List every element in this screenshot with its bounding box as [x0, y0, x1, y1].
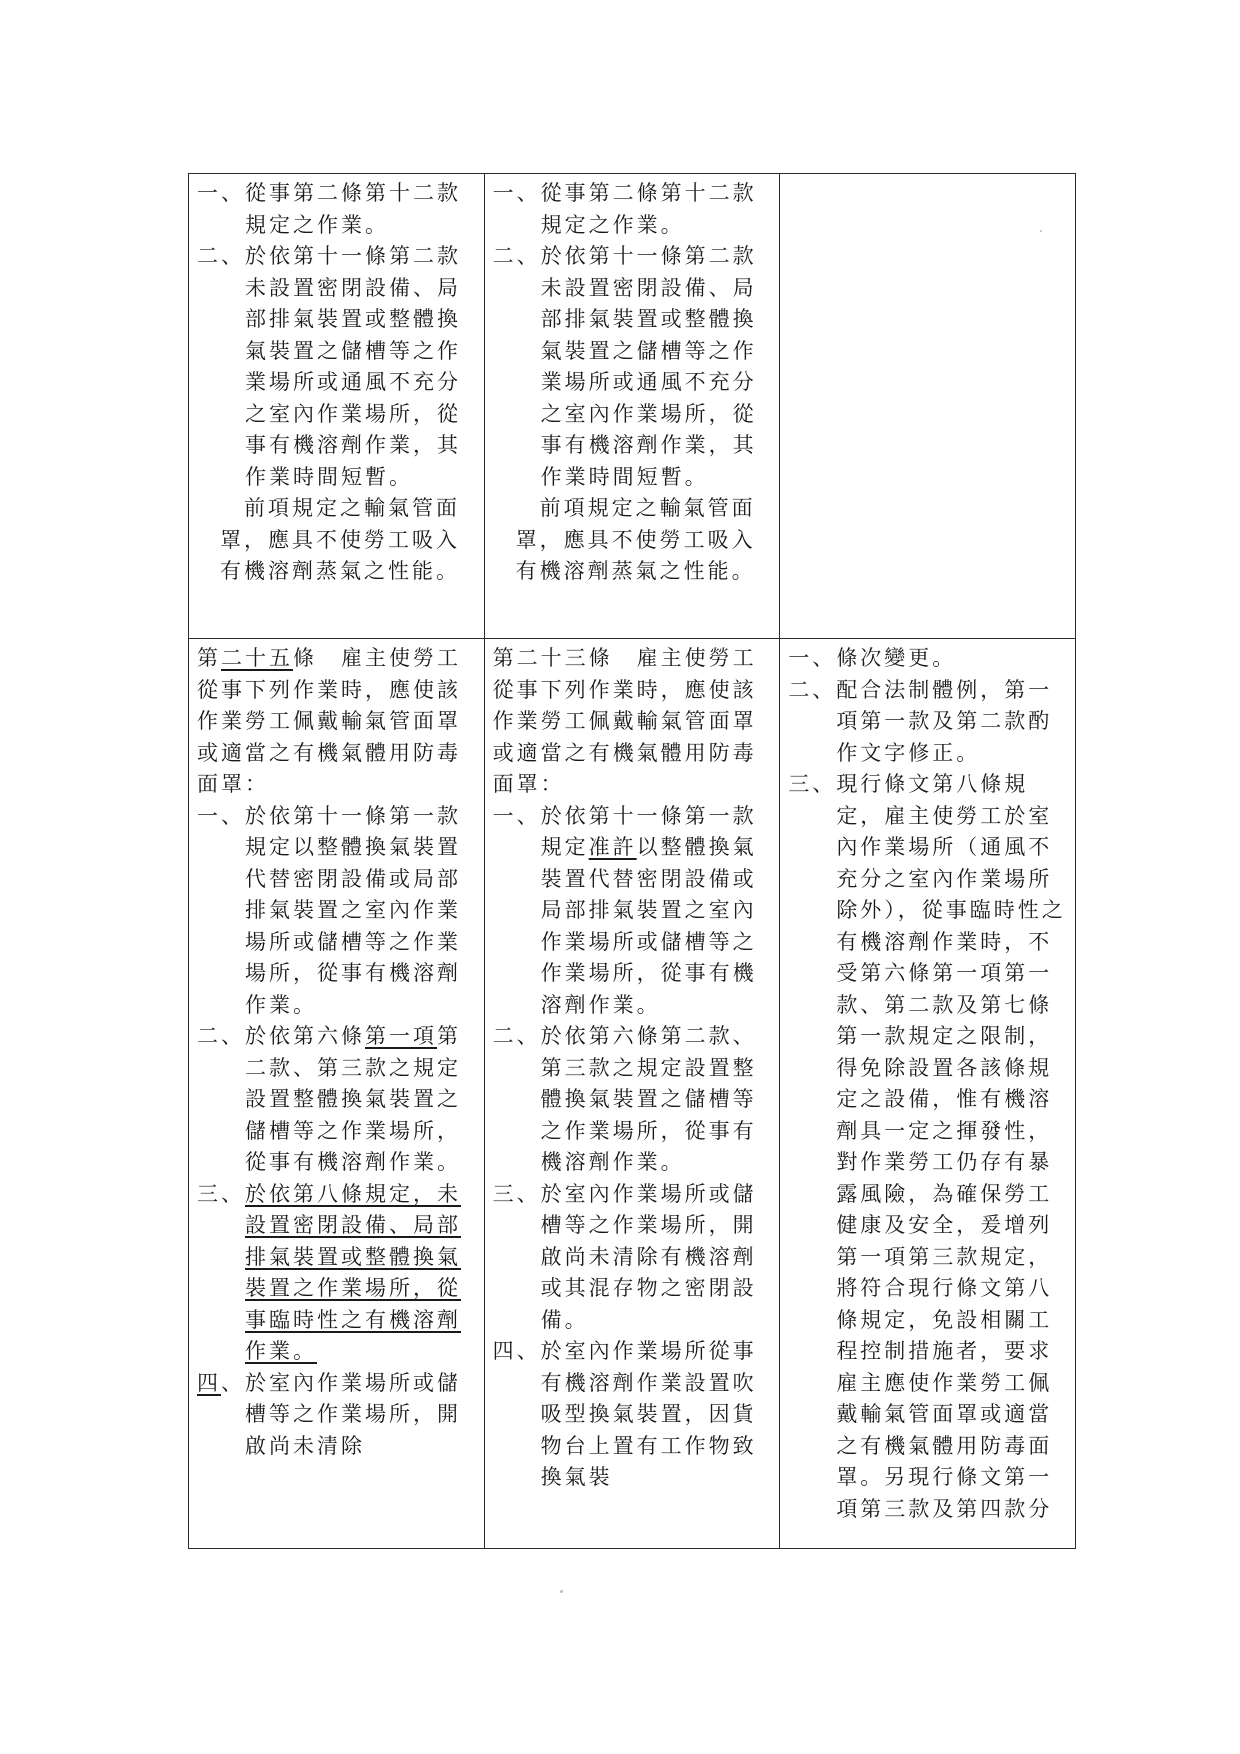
- list-item: 四、 於室內作業場所或儲槽等之作業場所，開啟尚未清除: [197, 1370, 461, 1458]
- table-row: [189, 639, 1076, 1549]
- comparison-table: [188, 173, 1076, 1549]
- explanation-cell: [780, 639, 1076, 1549]
- article-heading: 第二十三條 雇主使勞工從事下列作業時，應使該作業勞工佩戴輸氣管面罩或適當之有機氣體用防毒面罩：: [492, 646, 757, 796]
- paragraph: 前項規定之輸氣管面罩，應具不使勞工吸入有機溶劑蒸氣之性能。: [515, 496, 756, 583]
- list-item: 三、 於依第八條規定，未設置密閉設備、局部排氣裝置或整體換氣裝置之作業場所，從事臨時性之有機溶劑作業。: [197, 1181, 461, 1363]
- note-item: 一、 條次變更。: [788, 646, 957, 670]
- list-item: 二、 於依第六條第二款、第三款之規定設置整體換氣裝置之儲槽等之作業場所，從事有機溶劑作業。: [492, 1024, 757, 1174]
- amended-provision-cell: [189, 639, 485, 1549]
- paragraph: 前項規定之輸氣管面罩，應具不使勞工吸入有機溶劑蒸氣之性能。: [220, 496, 460, 583]
- list-item: 二、 於依第十一條第二款未設置密閉設備、局部排氣裝置或整體換氣裝置之儲槽等之作業場所或通風不充分之室內作業場所，從事有機溶劑作業，其作業時間短暫。: [197, 244, 461, 489]
- scan-speck: [1040, 230, 1042, 232]
- list-item: 一、 於依第十一條第一款規定准許以整體換氣裝置代替密閉設備或局部排氣裝置之室內作業場所或儲槽等之作業場所，從事有機溶劑作業。: [492, 803, 757, 1017]
- list-item: 一、 從事第二條第十二款規定之作業。: [492, 181, 757, 237]
- list-item: 四、 於室內作業場所從事有機溶劑作業設置吹吸型換氣裝置，因貨物台上置有工作物致換氣裝: [492, 1339, 757, 1489]
- article-heading: 第二十五條 雇主使勞工從事下列作業時，應使該作業勞工佩戴輸氣管面罩或適當之有機氣體用防毒面罩：: [197, 646, 461, 796]
- amended-provision-cell: [189, 174, 485, 639]
- list-item: 一、 從事第二條第十二款規定之作業。: [197, 181, 461, 237]
- table-row: [189, 174, 1076, 639]
- explanation-cell: [780, 174, 1076, 639]
- list-item: 一、 於依第十一條第一款規定以整體換氣裝置代替密閉設備或局部排氣裝置之室內作業場所或儲槽等之作業場所，從事有機溶劑作業。: [197, 803, 461, 1017]
- list-item: 二、 於依第六條第一項第二款、第三款之規定設置整體換氣裝置之儲槽等之作業場所，從事有機溶劑作業。: [197, 1024, 461, 1174]
- note-item: 二、 配合法制體例，第一項第一款及第二款酌作文字修正。: [788, 677, 1053, 765]
- note-item: 三、 現行條文第八條規定，雇主使勞工於室內作業場所（通風不充分之室內作業場所除外），從事臨時性之有機溶劑作業時，不受第六條第一項第一款、第二款及第七條第一款規定之限制，得免除設置各該條規定之設備，惟有機溶劑具一定之揮發性，對作業勞工仍存有暴露風險，為確保勞工健康及安全，爰增列第一項第三款規定，將符合現行條文第八條規定，免設相關工程控制措施者，要求雇主應使作業勞工佩戴輸氣管面罩或適當之有機氣體用防毒面罩。另現行條文第一項第三款及第四款分: [788, 772, 1066, 1521]
- list-item: 二、 於依第十一條第二款未設置密閉設備、局部排氣裝置或整體換氣裝置之儲槽等之作業場所或通風不充分之室內作業場所，從事有機溶劑作業，其作業時間短暫。: [492, 244, 757, 489]
- current-provision-cell: [484, 174, 780, 639]
- list-item: 三、 於室內作業場所或儲槽等之作業場所，開啟尚未清除有機溶劑或其混存物之密閉設備。: [492, 1181, 757, 1332]
- current-provision-cell: [484, 639, 780, 1549]
- scan-speck: [560, 1590, 563, 1593]
